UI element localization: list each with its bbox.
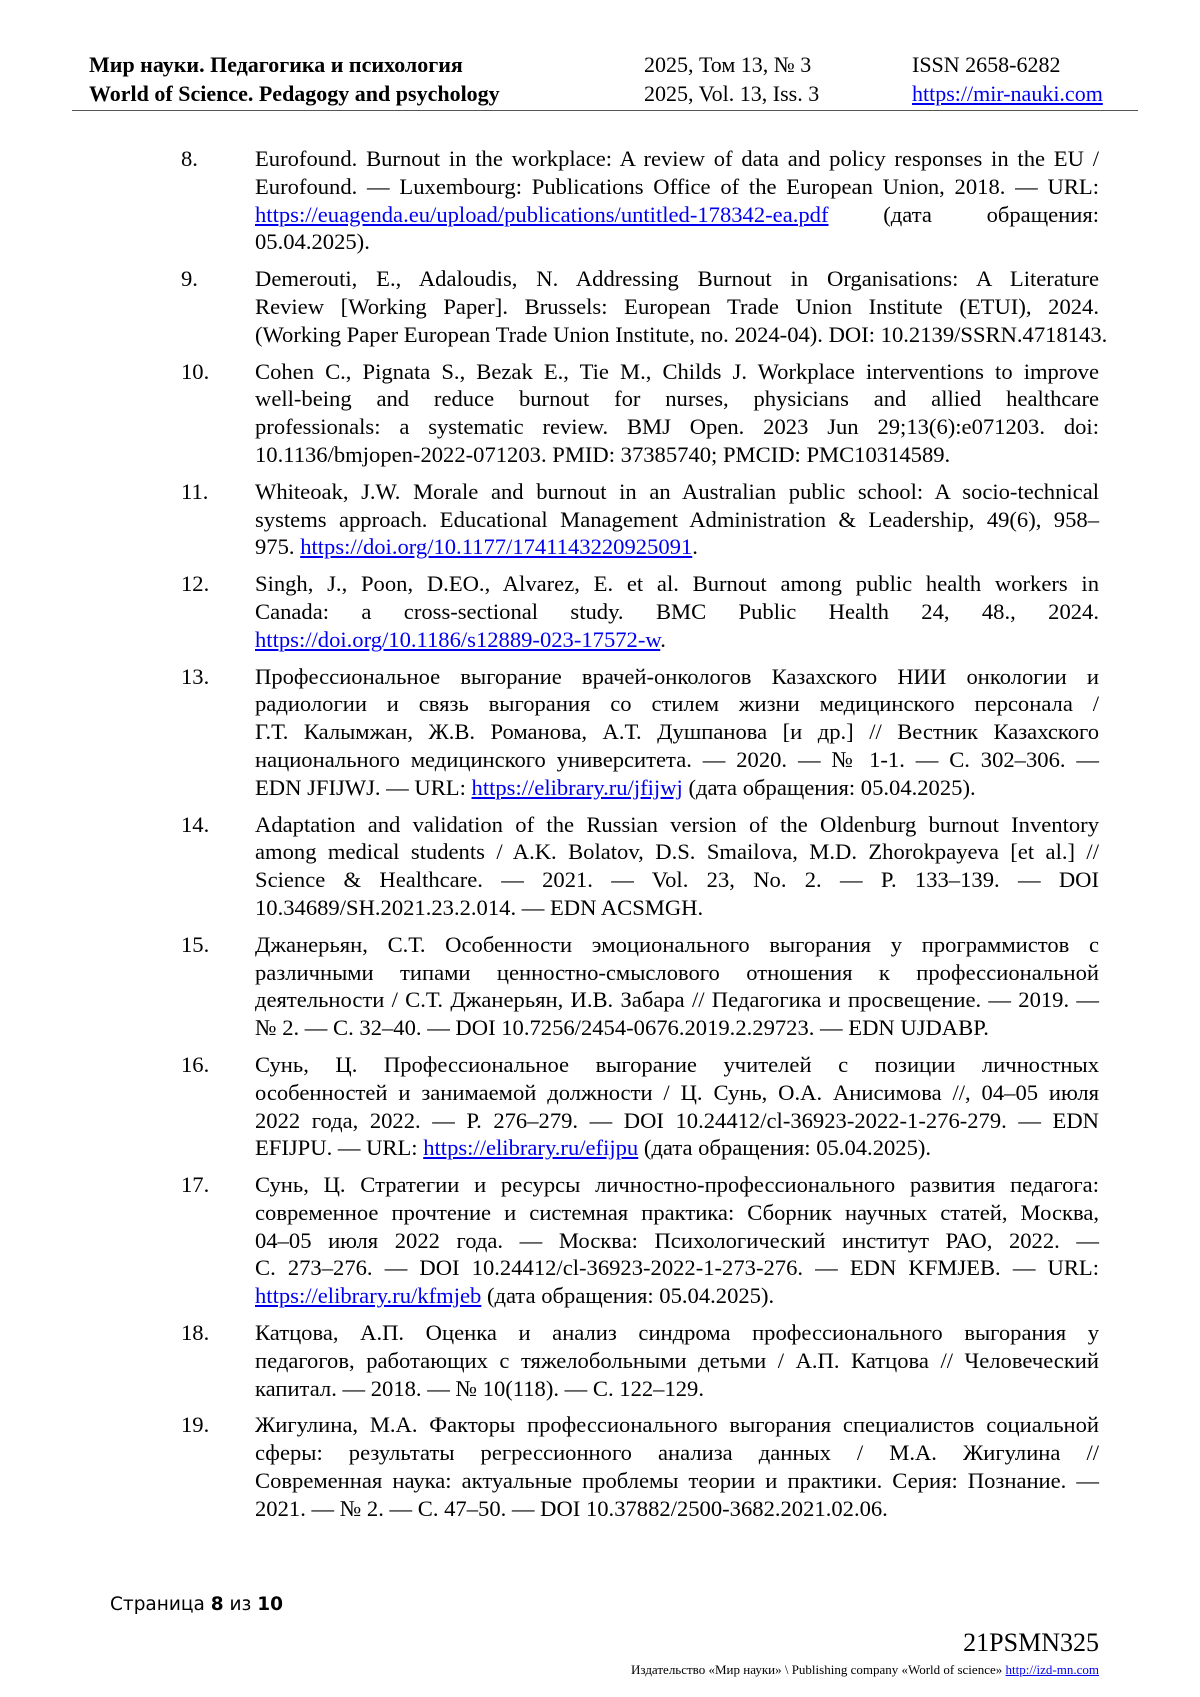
page-current: 8 <box>210 1594 224 1615</box>
reference-line: Singh, J., Poon, D.EO., Alvarez, E. et al. Burnout among public health workers in <box>255 571 1099 597</box>
reference-list <box>181 145 1108 1532</box>
reference-line: радиологии и связь выгорания со стилем жизни медицинского персонала / <box>255 691 1099 717</box>
reference-item <box>181 1171 1099 1310</box>
reference-line: Cohen C., Pignata S., Bezak E., Tie M., Childs J. Workplace interventions to improve <box>255 358 1099 384</box>
reference-item <box>181 931 1099 1042</box>
reference-line: деятельности / С.Т. Джанерьян, И.В. Забара // Педагогика и просвещение. — 2019. — <box>255 987 1099 1013</box>
reference-line: among medical students / A.K. Bolatov, D.S. Smailova, M.D. Zhorokpayeva [et al.] // <box>255 839 1099 865</box>
reference-line: 2021. — № 2. — С. 47–50. — DOI 10.37882/2500-3682.2021.02.06. <box>255 1495 888 1521</box>
reference-number: 12. <box>181 571 210 597</box>
reference-text <box>255 145 1099 256</box>
reference-line: С. 273–276. — DOI 10.24412/cl-36923-2022-1-273-276. — EDN KFMJEB. — URL: <box>255 1255 1099 1281</box>
reference-text <box>255 931 1099 1042</box>
page-number <box>110 1594 283 1615</box>
reference-text <box>255 663 1099 802</box>
reference-line: 2022 года, 2022. — Р. 276–279. — DOI 10.24412/cl-36923-2022-1-276-279. — EDN <box>255 1107 1099 1133</box>
reference-number: 13. <box>181 663 210 689</box>
reference-line: Canada: a cross-sectional study. BMC Public Health 24, 48., 2024. <box>255 598 1099 624</box>
reference-line: 05.04.2025). <box>255 229 370 255</box>
page-prefix: Страница <box>110 1594 211 1615</box>
reference-number: 17. <box>181 1172 210 1198</box>
reference-line: Г.Т. Калымжан, Ж.В. Романова, А.Т. Душпанова [и др.] // Вестник Казахского <box>255 719 1099 745</box>
reference-line-text: EDN JFIJWJ. — URL: <box>255 774 472 800</box>
reference-line: Adaptation and validation of the Russian version of the Oldenburg burnout Inventory <box>255 811 1099 837</box>
reference-number: 15. <box>181 931 210 957</box>
reference-item <box>181 265 1108 348</box>
publisher-line <box>631 1662 1099 1678</box>
header-row-ru <box>72 50 1138 79</box>
reference-line-text: (дата обращения: 05.04.2025). <box>638 1135 932 1161</box>
reference-line: Eurofound. — Luxembourg: Publications Office of the European Union, 2018. — URL: <box>255 173 1099 199</box>
reference-line: 10.1136/bmjopen-2022-071203. PMID: 37385740; PMCID: PMC10314589. <box>255 441 951 467</box>
reference-number: 10. <box>181 358 210 384</box>
issue-en: 2025, Vol. 13, Iss. 3 <box>644 81 820 106</box>
reference-line: Review [Working Paper]. Brussels: European Trade Union Institute (ETUI), 2024. <box>255 293 1099 319</box>
reference-line: Джанерьян, С.Т. Особенности эмоционального выгорания у программистов с <box>255 931 1099 957</box>
reference-text <box>255 1051 1099 1162</box>
reference-line: педагогов, работающих с тяжелобольными детьми / А.П. Катцова // Человеческий <box>255 1347 1099 1373</box>
journal-site-link[interactable]: https://mir-nauki.com <box>912 81 1103 106</box>
reference-item <box>181 1411 1099 1522</box>
reference-line <box>255 626 1099 654</box>
reference-line-text: . <box>660 626 666 652</box>
reference-line: Eurofound. Burnout in the workplace: A review of data and policy responses in the EU / <box>255 146 1099 171</box>
reference-line: капитал. — 2018. — № 10(118). — С. 122–129. <box>255 1375 704 1401</box>
reference-text <box>255 1171 1099 1310</box>
reference-item <box>181 663 1099 802</box>
reference-line: Demerouti, E., Adaloudis, N. Addressing Burnout in Organisations: A Literature <box>255 266 1099 292</box>
reference-line-text: (дата обращения: 05.04.2025). <box>481 1283 775 1309</box>
reference-url-link[interactable]: https://elibrary.ru/efijpu <box>423 1135 639 1161</box>
reference-number: 9. <box>181 266 198 292</box>
publisher-link[interactable]: http://izd-mn.com <box>1005 1662 1099 1677</box>
reference-line: современное прочтение и системная практика: Сборник научных статей, Москва, <box>255 1199 1099 1225</box>
reference-line: особенностей и занимаемой должности / Ц. Сунь, О.А. Анисимова //, 04–05 июля <box>255 1079 1099 1105</box>
reference-item <box>181 1051 1099 1162</box>
reference-item <box>181 478 1099 561</box>
reference-line: Профессиональное выгорание врачей-онкологов Казахского НИИ онкологии и <box>255 663 1099 689</box>
publisher-text: Издательство «Мир науки» \ Publishing company «World of science» <box>631 1662 1006 1677</box>
journal-title-ru: Мир науки. Педагогика и психология <box>89 52 463 77</box>
reference-text <box>255 570 1099 653</box>
reference-line: professionals: a systematic review. BMJ Open. 2023 Jun 29;13(6):e071203. doi: <box>255 414 1099 440</box>
reference-line: Сунь, Ц. Профессиональное выгорание учителей с позиции личностных <box>255 1051 1099 1077</box>
reference-item <box>181 811 1099 922</box>
reference-line-text: (дата обращения: 05.04.2025). <box>682 774 976 800</box>
header-divider <box>72 110 1138 111</box>
reference-text <box>255 811 1099 922</box>
reference-line: Whiteoak, J.W. Morale and burnout in an Australian public school: A socio-technical <box>255 478 1099 504</box>
reference-number: 14. <box>181 811 210 837</box>
reference-line: национального медицинского университета. — 2020. — № 1-1. — С. 302–306. — <box>255 746 1099 772</box>
reference-text <box>255 358 1099 469</box>
issue-ru: 2025, Том 13, № 3 <box>644 52 812 77</box>
reference-item <box>181 570 1099 653</box>
issn: ISSN 2658-6282 <box>912 52 1061 77</box>
reference-number: 18. <box>181 1320 210 1346</box>
reference-line <box>255 1282 1099 1310</box>
reference-url-link[interactable]: https://doi.org/10.1186/s12889-023-17572-w <box>255 626 661 652</box>
reference-number: 19. <box>181 1412 210 1438</box>
reference-item <box>181 358 1099 469</box>
reference-line-text: 975. <box>255 534 301 560</box>
reference-number: 8. <box>181 146 198 171</box>
reference-line-text: . <box>692 534 698 560</box>
reference-line: Катцова, А.П. Оценка и анализ синдрома профессионального выгорания у <box>255 1320 1099 1346</box>
page-header <box>72 50 1138 108</box>
reference-url-link[interactable]: https://euagenda.eu/upload/publications/untitled-178342-ea.pdf <box>255 201 829 227</box>
reference-number: 11. <box>181 478 209 504</box>
reference-line: № 2. — С. 32–40. — DOI 10.7256/2454-0676.2019.2.29723. — EDN UJDABP. <box>255 1015 989 1041</box>
reference-line: systems approach. Educational Management Administration & Leadership, 49(6), 958– <box>255 506 1099 532</box>
article-code: 21PSMN325 <box>963 1628 1099 1657</box>
reference-url-link[interactable]: https://elibrary.ru/jfijwj <box>471 774 683 800</box>
reference-line: Современная наука: актуальные проблемы теории и практики. Серия: Познание. — <box>255 1468 1099 1494</box>
page-mid: из <box>223 1594 258 1615</box>
reference-url-link[interactable]: https://doi.org/10.1177/1741143220925091 <box>300 534 693 560</box>
reference-line <box>255 201 1099 229</box>
reference-line <box>255 1134 1099 1162</box>
reference-line: Science & Healthcare. — 2021. — Vol. 23, No. 2. — P. 133–139. — DOI <box>255 867 1099 893</box>
reference-line-text: (дата обращения: <box>828 201 1099 227</box>
reference-line-text: EFIJPU. — URL: <box>255 1135 424 1161</box>
journal-title-en: World of Science. Pedagogy and psychology <box>89 81 500 106</box>
reference-line: 04–05 июля 2022 года. — Москва: Психологический институт РАО, 2022. — <box>255 1227 1099 1253</box>
reference-text <box>255 478 1099 561</box>
reference-line: Жигулина, М.А. Факторы профессионального выгорания специалистов социальной <box>255 1412 1099 1438</box>
reference-line: (Working Paper European Trade Union Institute, no. 2024-04). DOI: 10.2139/SSRN.4718143. <box>255 321 1108 347</box>
reference-line <box>255 533 1099 561</box>
reference-url-link[interactable]: https://elibrary.ru/kfmjeb <box>255 1283 482 1309</box>
reference-item <box>181 145 1099 256</box>
reference-item <box>181 1319 1099 1402</box>
reference-line <box>255 774 1099 802</box>
reference-line: Сунь, Ц. Стратегии и ресурсы личностно-профессионального развития педагога: <box>255 1172 1099 1198</box>
reference-line: различными типами ценностно-смыслового отношения к профессиональной <box>255 959 1099 985</box>
reference-text <box>255 265 1108 348</box>
reference-line: well-being and reduce burnout for nurses, physicians and allied healthcare <box>255 386 1099 412</box>
reference-number: 16. <box>181 1051 210 1077</box>
reference-line: сферы: результаты регрессионного анализа данных / М.А. Жигулина // <box>255 1440 1099 1466</box>
reference-text <box>255 1319 1099 1402</box>
reference-text <box>255 1411 1099 1522</box>
header-row-en <box>72 79 1138 108</box>
reference-line: 10.34689/SH.2021.23.2.014. — EDN ACSMGH. <box>255 894 704 920</box>
page-total: 10 <box>257 1594 283 1615</box>
